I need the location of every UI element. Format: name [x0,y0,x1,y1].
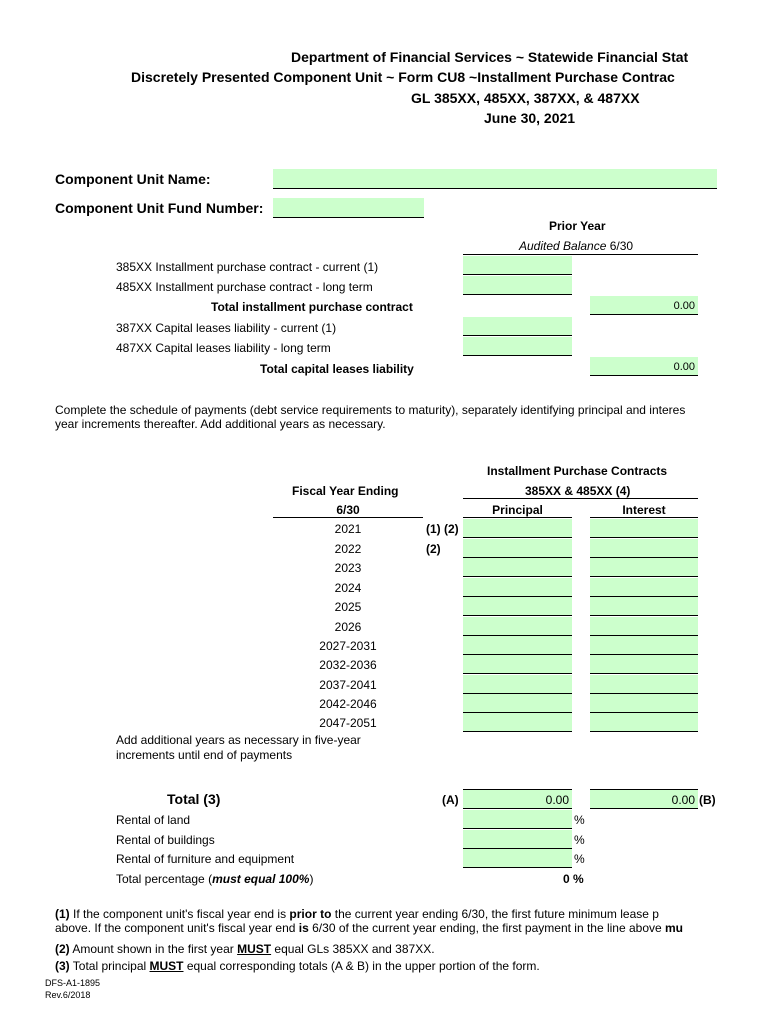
total-interest-value: 0.00 [590,789,698,809]
interest-rule [590,517,698,518]
footnote-1-line2: above. If the component unit's fiscal year end is 6/30 of the current year ending, the first payment in the line above mu [55,921,684,935]
principal-2037-2041-field[interactable] [463,675,572,694]
fiscal-year-rule [273,517,423,518]
interest-2027-2031-field[interactable] [590,636,698,655]
year-2037-2041: 2037-2041 [319,678,377,692]
interest-2022-field[interactable] [590,539,698,558]
rental-equipment-label: Rental of furniture and equipment [116,852,295,866]
interest-2024-field[interactable] [590,578,698,597]
total-a-marker: (A) [442,793,459,807]
fund-number-field[interactable] [273,198,424,218]
rental-land-field[interactable] [463,810,572,829]
row-385xx-label: 385XX Installment purchase contract - current (1) [116,260,379,274]
rental-buildings-label: Rental of buildings [116,833,215,847]
year-2023: 2023 [334,561,362,575]
interest-heading: Interest [622,503,666,517]
year-2024: 2024 [334,581,362,595]
year-2027-2031: 2027-2031 [319,639,377,653]
year-2022: 2022 [334,542,362,556]
interest-2021-field[interactable] [590,519,698,538]
total-installment-label: Total installment purchase contract [211,300,413,314]
header-title: Department of Financial Services ~ Statewide Financial Stat [291,49,689,65]
prior-year-heading: Prior Year [549,219,606,233]
interest-2037-2041-field[interactable] [590,675,698,694]
row-485xx-label: 485XX Installment purchase contract - long term [116,280,373,294]
footnote-1-line1: (1) If the component unit's fiscal year end is prior to the current year ending 6/30, the first future minimum lease p [55,907,659,921]
total-principal-value: 0.00 [463,789,572,809]
principal-2021-field[interactable] [463,519,572,538]
row-487xx-label: 487XX Capital leases liability - long term [116,341,331,355]
instructions-line2: year increments thereafter. Add additional years as necessary. [55,417,386,431]
interest-2047-2051-field[interactable] [590,713,698,732]
interest-2042-2046-field[interactable] [590,694,698,713]
rental-land-pct: % [574,813,585,827]
principal-2026-field[interactable] [463,617,572,636]
form-id: DFS-A1-1895 [45,978,101,988]
row-487xx-field[interactable] [463,337,572,356]
year-2025: 2025 [334,600,362,614]
add-years-note-line2: increments until end of payments [116,748,293,762]
unit-name-label: Component Unit Name: [55,171,211,187]
header-subtitle: Discretely Presented Component Unit ~ Form CU8 ~Installment Purchase Contrac [131,69,675,85]
interest-2025-field[interactable] [590,597,698,616]
prior-year-subheading: Audited Balance 6/30 [519,239,634,253]
unit-name-field[interactable] [273,169,717,189]
rental-land-label: Rental of land [116,813,191,827]
footnote-2: (2) Amount shown in the first year MUST equal GLs 385XX and 387XX. [55,942,435,956]
total-percentage-label: Total percentage (must equal 100%) [116,872,314,886]
total-capital-leases-value: 0.00 [590,357,698,376]
rental-buildings-pct: % [574,833,585,847]
schedule-total-label: Total (3) [167,791,221,807]
total-percentage-value: 0 % [563,872,584,886]
total-b-marker: (B) [699,793,716,807]
schedule-group-title: Installment Purchase Contracts [487,464,668,478]
principal-2042-2046-field[interactable] [463,694,572,713]
schedule-group-subtitle: 385XX & 485XX (4) [525,484,631,498]
interest-2032-2036-field[interactable] [590,655,698,674]
year-2021-note: (1) (2) [426,522,459,536]
footnote-3: (3) Total principal MUST equal corresponding totals (A & B) in the upper portion of the form. [55,959,540,973]
principal-2027-2031-field[interactable] [463,636,572,655]
year-2032-2036: 2032-2036 [319,658,377,672]
rental-equipment-field[interactable] [463,849,572,868]
total-installment-value: 0.00 [590,296,698,315]
prior-year-rule [463,254,698,255]
instructions-line1: Complete the schedule of payments (debt service requirements to maturity), separately identifying principal and interes [55,403,686,417]
principal-2032-2036-field[interactable] [463,655,572,674]
total-capital-leases-label: Total capital leases liability [260,362,414,376]
principal-2047-2051-field[interactable] [463,713,572,732]
year-2047-2051: 2047-2051 [319,716,377,730]
header-date: June 30, 2021 [484,110,576,126]
year-2022-note: (2) [426,542,441,556]
header-gl-codes: GL 385XX, 485XX, 387XX, & 487XX [411,90,640,106]
fund-number-label: Component Unit Fund Number: [55,200,264,216]
schedule-group-rule [463,498,698,499]
row-485xx-field[interactable] [463,276,572,295]
rental-equipment-pct: % [574,852,585,866]
row-385xx-field[interactable] [463,256,572,275]
year-2021: 2021 [334,522,362,536]
principal-2023-field[interactable] [463,558,572,577]
form-revision: Rev.6/2018 [45,990,91,1000]
principal-rule [463,517,572,518]
rental-buildings-field[interactable] [463,830,572,849]
row-387xx-label: 387XX Capital leases liability - current (1) [116,321,337,335]
year-2026: 2026 [334,620,362,634]
interest-2023-field[interactable] [590,558,698,577]
add-years-note-line1: Add additional years as necessary in five-year [116,733,361,747]
principal-2022-field[interactable] [463,539,572,558]
row-387xx-field[interactable] [463,317,572,336]
fiscal-year-label: Fiscal Year Ending [292,484,399,498]
year-2042-2046: 2042-2046 [319,697,377,711]
fiscal-year-date: 6/30 [336,503,360,517]
principal-heading: Principal [492,503,543,517]
principal-2025-field[interactable] [463,597,572,616]
interest-2026-field[interactable] [590,617,698,636]
principal-2024-field[interactable] [463,578,572,597]
